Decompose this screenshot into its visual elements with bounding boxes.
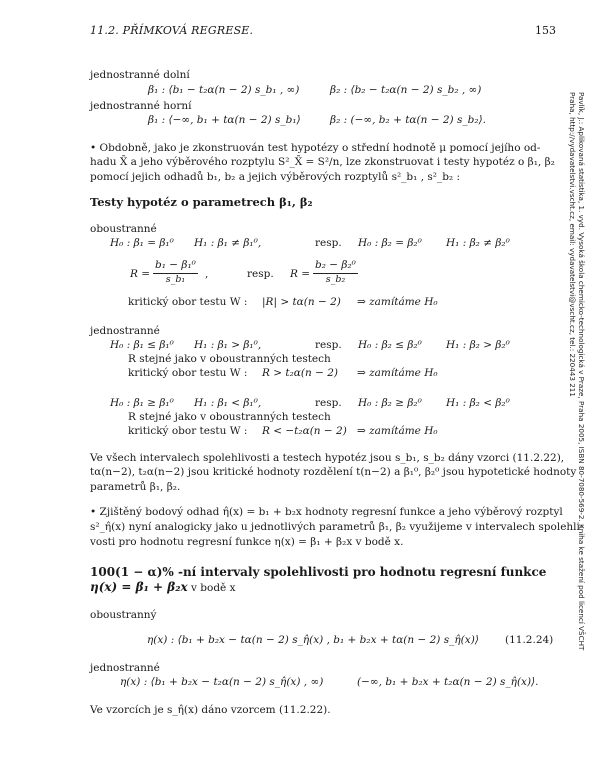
one-sided-b-h1-beta1: H₁ : β₁ < β₁⁰, (194, 397, 262, 409)
two-sided-h1-beta1: H₁ : β₁ ≠ β₁⁰, (194, 237, 262, 249)
upper-interval-beta1: β₁ : ⟨−∞, b₁ + tα(n − 2) s_b₁⟩ (148, 114, 301, 126)
paragraph-2-line-2: tα(n−2), t₂α(n−2) jsou kritické hodnoty rozdělení t(n−2) a β₁⁰, β₂⁰ jsou hypotetické hodnoty (90, 466, 577, 478)
two-sided-h0-beta1: H₀ : β₁ = β₁⁰ (110, 237, 174, 249)
two-sided-resp-2: resp. (247, 268, 274, 280)
interval-two-sided-label: oboustranný (90, 609, 157, 621)
one-sided-upper-label: jednostranné horní (90, 100, 192, 112)
interval-one-sided-label: jednostranné (90, 662, 160, 674)
paragraph-3-line-2: s²_η̂(x) nyní analogicky jako u jednotlivých parametrů β₁, β₂ využijeme v intervalech spolehli- (90, 521, 584, 533)
one-sided-b-resp: resp. (315, 397, 342, 409)
lower-interval-beta1: β₁ : ⟨b₁ − t₂α(n − 2) s_b₁ , ∞) (148, 84, 300, 96)
equation-number: (11.2.24) (505, 634, 554, 646)
one-sided-a-critical-condition: R > t₂α(n − 2) (262, 367, 339, 379)
one-sided-b-h0-beta1: H₀ : β₁ ≥ β₁⁰ (110, 397, 174, 409)
two-sided-critical-condition: |R| > tα(n − 2) (262, 296, 341, 308)
one-sided-b-reject: ⇒ zamítáme H₀ (357, 425, 438, 437)
two-sided-resp: resp. (315, 237, 342, 249)
paragraph-1-line-3: pomocí jejich odhadů b₁, b₂ a jejich výběrových rozptylů s²_b₁ , s²_b₂ : (90, 171, 461, 183)
one-sided-a-reject: ⇒ zamítáme H₀ (357, 367, 438, 379)
one-sided-a-resp: resp. (315, 339, 342, 351)
statistic-r-beta2-fraction (313, 259, 358, 286)
interval-heading-line-1: 100(1 − α)% -ní intervaly spolehlivosti pro hodnotu regresní funkce (90, 565, 547, 579)
regression-function-formula: η(x) = β₁ + β₂x (90, 580, 188, 594)
statistic-r-label: R = (130, 268, 151, 280)
r1-denominator: s_b₁ (165, 273, 186, 285)
one-sided-a-h1-beta1: H₁ : β₁ > β₁⁰, (194, 339, 262, 351)
two-sided-critical-label: kritický obor testu W : (128, 296, 248, 308)
interval-two-sided-formula: η(x) : ⟨b₁ + b₂x − tα(n − 2) s_η̂(x) , b₁ + b₂x + tα(n − 2) s_η̂(x)⟩ (147, 634, 479, 646)
r1-numerator: b₁ − β₁⁰ (153, 259, 198, 274)
two-sided-label: oboustranné (90, 223, 157, 235)
one-sided-b-r-note: R stejné jako v oboustranných testech (128, 411, 331, 423)
interval-heading-line-2 (90, 580, 236, 596)
lower-interval-beta2: β₂ : ⟨b₂ − t₂α(n − 2) s_b₂ , ∞) (330, 84, 482, 96)
two-sided-h1-beta2: H₁ : β₂ ≠ β₂⁰ (446, 237, 510, 249)
r2-numerator: b₂ − β₂⁰ (313, 259, 358, 274)
upper-interval-beta2: β₂ : (−∞, b₂ + tα(n − 2) s_b₂⟩. (330, 114, 486, 126)
tests-heading: Testy hypotéz o parametrech β₁, β₂ (90, 195, 313, 209)
license-side-note: Pavlík, J.: Aplikovaná statistika, 1. vyd. Vysoká škola chemicko-technologická v Praze, Praha 2005, ISBN 80-7080-569-2. Kniha ke stažení pod licencí VŠCHT Praha, http://vydavatelstvi.vscht.cz, email: vydavatelstvi@vscht.cz, tel.: 220443 211 (568, 92, 586, 651)
one-sided-a-critical-label: kritický obor testu W : (128, 367, 248, 379)
paragraph-2-line-1: Ve všech intervalech spolehlivosti a testech hypotéz jsou s_b₁, s_b₂ dány vzorci (11.2.22), (90, 452, 565, 464)
one-sided-b-h0-beta2: H₀ : β₂ ≥ β₂⁰ (358, 397, 422, 409)
statistic-r-label-2: R = (290, 268, 311, 280)
r2-denominator: s_b₂ (325, 273, 346, 285)
statistic-r-beta1-fraction (153, 259, 198, 286)
one-sided-lower-label: jednostranné dolní (90, 69, 190, 81)
interval-one-sided-upper: (−∞, b₁ + b₂x + t₂α(n − 2) s_η̂(x)⟩. (357, 676, 539, 688)
paragraph-3-line-3: vosti pro hodnotu regresní funkce η(x) = β₁ + β₂x v bodě x. (90, 536, 404, 548)
two-sided-reject: ⇒ zamítáme H₀ (357, 296, 438, 308)
interval-heading-point-text: v bodě x (187, 582, 236, 594)
one-sided-b-critical-condition: R < −t₂α(n − 2) (262, 425, 347, 437)
statistic-comma: , (205, 268, 209, 280)
two-sided-h0-beta2: H₀ : β₂ = β₂⁰ (358, 237, 422, 249)
one-sided-b-h1-beta2: H₁ : β₂ < β₂⁰ (446, 397, 510, 409)
running-head: 11.2. PŘÍMKOVÁ REGRESE. (90, 24, 254, 37)
page-number: 153 (535, 24, 556, 37)
paragraph-1-line-1: • Obdobně, jako je zkonstruován test hypotézy o střední hodnotě μ pomocí jejího od- (90, 142, 541, 154)
closing-sentence: Ve vzorcích je s_η̂(x) dáno vzorcem (11.2.22). (90, 704, 331, 716)
interval-one-sided-lower: η(x) : ⟨b₁ + b₂x − t₂α(n − 2) s_η̂(x) , ∞) (120, 676, 324, 688)
paragraph-1-line-2: hadu X̄ a jeho výběrového rozptylu S²_X̄ = S²/n, lze zkonstruovat i testy hypotéz o β₁, β₂ (90, 156, 555, 168)
paragraph-2-line-3: parametrů β₁, β₂. (90, 481, 181, 493)
one-sided-a-h0-beta1: H₀ : β₁ ≤ β₁⁰ (110, 339, 174, 351)
one-sided-b-critical-label: kritický obor testu W : (128, 425, 248, 437)
one-sided-a-r-note: R stejné jako v oboustranných testech (128, 353, 331, 365)
one-sided-a-h0-beta2: H₀ : β₂ ≤ β₂⁰ (358, 339, 422, 351)
paragraph-3-line-1: • Zjištěný bodový odhad η̂(x) = b₁ + b₂x hodnoty regresní funkce a jeho výběrový rozptyl (90, 506, 563, 518)
one-sided-a-h1-beta2: H₁ : β₂ > β₂⁰ (446, 339, 510, 351)
one-sided-label: jednostranné (90, 325, 160, 337)
